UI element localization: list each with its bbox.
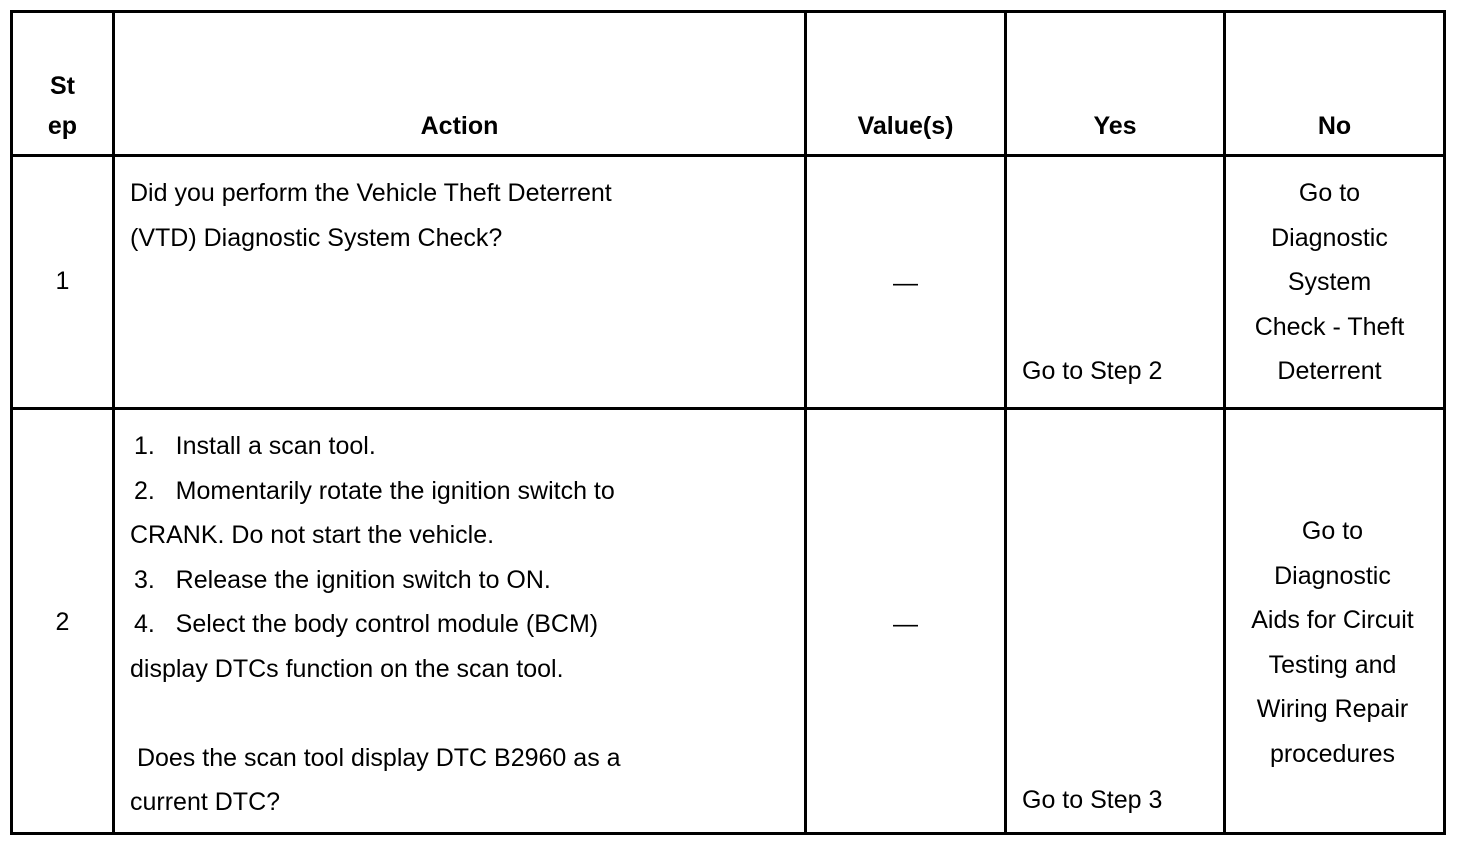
- row1-no-line: Go to: [1298, 179, 1361, 207]
- row1-step: 1: [55, 267, 70, 295]
- row2-action-line: 1. Install a scan tool.: [134, 432, 376, 460]
- diagnostic-table: [10, 10, 1446, 835]
- row2-no-line: Aids for Circuit: [1251, 606, 1414, 634]
- row2-action-line: current DTC?: [130, 788, 281, 816]
- row2-no-line: Go to: [1301, 517, 1364, 545]
- row2-no-line: Testing and: [1268, 650, 1397, 679]
- row1-value: —: [893, 269, 918, 297]
- header-no: No: [1317, 112, 1352, 140]
- row2-no: [1226, 410, 1443, 832]
- row2-action-line: CRANK. Do not start the vehicle.: [130, 521, 495, 549]
- row1-no: [1226, 157, 1443, 407]
- row2-action-line: 3. Release the ignition switch to ON.: [134, 565, 551, 594]
- row2-no-line: procedures: [1269, 739, 1396, 768]
- row2-action-line: display DTCs function on the scan tool.: [130, 654, 564, 683]
- row2-action-line: [130, 691, 804, 736]
- row1-action-line: (VTD) Diagnostic System Check?: [130, 223, 503, 252]
- row2-no-line: Diagnostic: [1274, 561, 1391, 590]
- header-action: Action: [420, 112, 499, 140]
- row2-action-line: 2. Momentarily rotate the ignition switch to: [134, 476, 615, 505]
- row2-action: [115, 410, 804, 832]
- row2-action-line: Does the scan tool display DTC B2960 as a: [130, 743, 621, 772]
- row2-no-line: Wiring Repair: [1256, 695, 1409, 723]
- row2-action-line: 4. Select the body control module (BCM): [134, 610, 599, 638]
- header-values: Value(s): [857, 112, 954, 140]
- row1-action-line: Did you perform the Vehicle Theft Deterrent: [130, 179, 612, 207]
- row1-yes: Go to Step 2: [1022, 357, 1163, 385]
- row1-no-line: Deterrent: [1277, 357, 1382, 385]
- row1-no-line: Diagnostic: [1271, 223, 1388, 252]
- header-step-line2: ep: [47, 112, 78, 140]
- row1-no-line: Check - Theft: [1254, 312, 1405, 341]
- header-yes: Yes: [1093, 112, 1137, 140]
- row2-step: 2: [55, 608, 70, 636]
- row2-yes: Go to Step 3: [1022, 786, 1163, 814]
- row2-value: —: [893, 610, 918, 638]
- header-step-line1: St: [50, 72, 75, 100]
- header-step: [13, 13, 112, 154]
- row1-no-line: System: [1287, 268, 1372, 296]
- row1-action: [115, 157, 804, 407]
